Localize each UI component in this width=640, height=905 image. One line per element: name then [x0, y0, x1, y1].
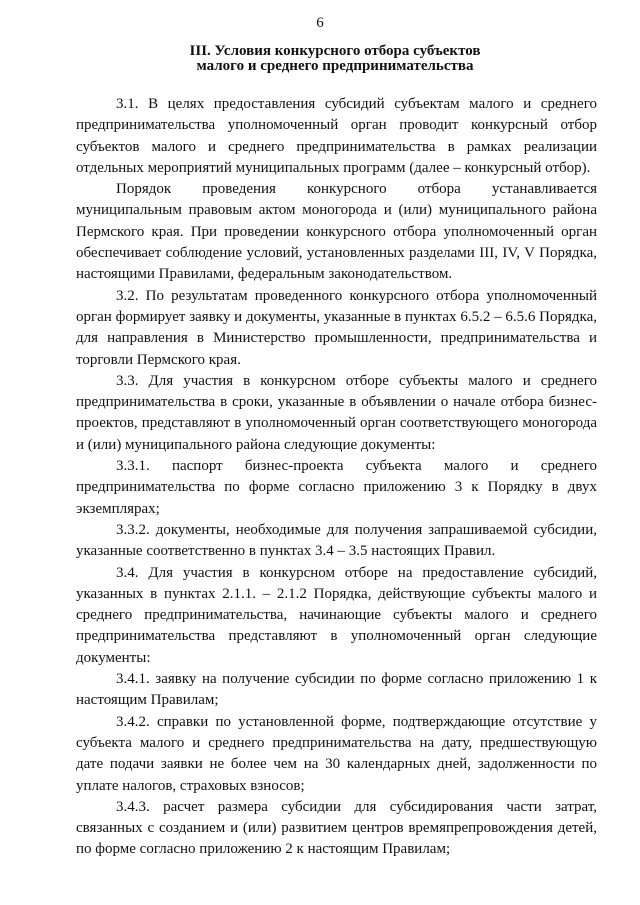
paragraph-3-4-3: 3.4.3. расчет размера субсидии для субсидирования части затрат, связанных с созданием и (или) развитием центров времяпрепровождения детей, по форме согласно приложению 2 к настоящим Правилам; [76, 798, 597, 858]
paragraph-3-3-1: 3.3.1. паспорт бизнес-проекта субъекта малого и среднего предпринимательства по форме согласно приложению 3 к Порядку в двух экземплярах; [76, 458, 597, 517]
paragraph-3-1: 3.1. В целях предоставления субсидий субъектам малого и среднего предпринимательства уполномоченный орган проводит конкурсный отбор субъектов малого и среднего предпринимательства в рамках реализации отдельных мероприятий муниципальных программ (далее – конкурсный отбор). [76, 96, 597, 176]
paragraph-procedure: Порядок проведения конкурсного отбора устанавливается муниципальным правовым актом моногорода и (или) муниципального района Пермского края. При проведении конкурсного отбора уполномоченный орган обеспечивает соблюдение условий, установленных разделами III, IV, V Порядка, настоящими Правилами, федеральным законодательством. [76, 181, 597, 283]
section-title-line-1: III. Условия конкурсного отбора субъектов [189, 43, 481, 59]
paragraph-3-3-2: 3.3.2. документы, необходимые для получения запрашиваемой субсидии, указанные соответственно в пунктах 3.4 – 3.5 настоящих Правил. [76, 521, 597, 560]
document-body [76, 94, 597, 861]
paragraph-3-4-2: 3.4.2. справки по установленной форме, подтверждающие отсутствие у субъекта малого и среднего предпринимательства на дату, предшествующую дате подачи заявки не более чем на 30 календарных дней, задолженности по уплате налогов, страховых взносов; [76, 713, 597, 794]
paragraph-3-3: 3.3. Для участия в конкурсном отборе субъекты малого и среднего предпринимательства в сроки, указанные в объявлении о начале отбора бизнес-проектов, представляют в уполномоченный орган соответствующего моногорода и (или) муниципального района следующие документы: [76, 372, 597, 453]
section-title-line-2: малого и среднего предпринимательства [196, 58, 474, 74]
section-title [70, 44, 600, 74]
paragraph-3-4: 3.4. Для участия в конкурсном отборе на предоставление субсидий, указанных в пунктах 2.1.1. – 2.1.2 Порядка, действующие субъекты малого и среднего предпринимательства, начинающие субъекты малого и среднего предпринимательства представляют в уполномоченный орган следующие документы: [76, 564, 597, 666]
paragraph-3-2: 3.2. По результатам проведенного конкурсного отбора уполномоченный орган формирует заявку и документы, указанные в пунктах 6.5.2 – 6.5.6 Порядка, для направления в Министерство промышленности, предпринимательства и торговли Пермского края. [76, 287, 597, 368]
paragraph-3-4-1: 3.4.1. заявку на получение субсидии по форме согласно приложению 1 к настоящим Правилам; [76, 671, 597, 709]
page-number: 6 [316, 15, 324, 31]
